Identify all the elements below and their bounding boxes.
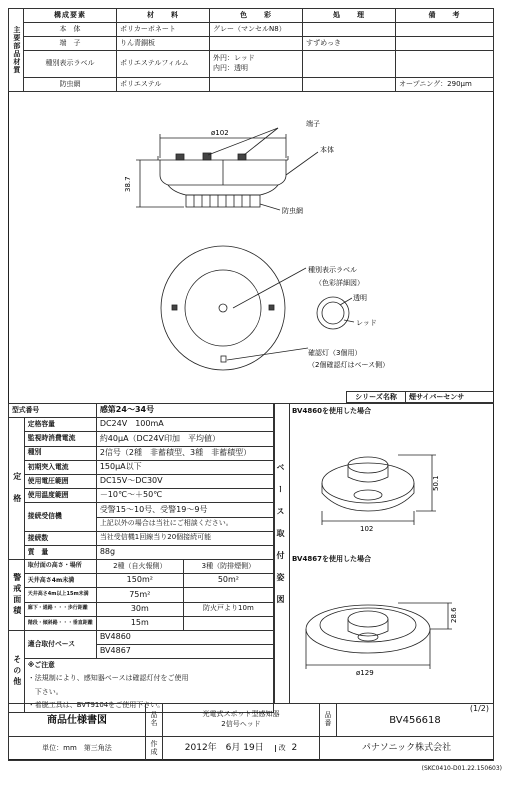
color-inner: 内円：透明 bbox=[213, 64, 248, 72]
material-cell: ポリエステル bbox=[117, 78, 210, 92]
base1-width: 102 bbox=[360, 525, 374, 533]
spec-value: －10℃～＋50℃ bbox=[96, 489, 273, 503]
materials-side-label: 主要部品材質 bbox=[9, 9, 24, 92]
materials-table bbox=[8, 8, 494, 92]
model-value: 感第24～34号 bbox=[96, 404, 273, 418]
note-cell bbox=[396, 23, 494, 37]
spec-value: DC24V 100mA bbox=[96, 418, 273, 432]
rev-value: 2 bbox=[291, 742, 298, 753]
number-label: 品番 bbox=[320, 704, 337, 737]
product-name-cell bbox=[163, 704, 320, 737]
lamp-label-sub: （2個確認灯はベース側） bbox=[308, 361, 390, 369]
product-name-2: 2信号ヘッド bbox=[221, 720, 261, 728]
color-cell bbox=[210, 51, 303, 78]
spec-key: 定格容量 bbox=[24, 418, 96, 432]
product-number-cell bbox=[337, 704, 494, 737]
material-cell: ポリエステルフィルム bbox=[117, 51, 210, 78]
spec-value: 2信号（2種 非蓄積型、3種 非蓄積型） bbox=[96, 446, 273, 460]
date-value: 2012年 6月 19日 bbox=[184, 742, 264, 753]
area-key: 天井高さ4m以上15m未満 bbox=[24, 588, 96, 602]
model-label: 型式番号 bbox=[9, 404, 97, 418]
area-value: 150m² bbox=[96, 574, 183, 588]
body-label: 本体 bbox=[320, 146, 334, 154]
red-label: レッド bbox=[356, 319, 377, 327]
terminal-label: 端子 bbox=[306, 120, 320, 128]
series-label: シリーズ名称 bbox=[347, 392, 406, 402]
base2-width: ø129 bbox=[356, 669, 374, 677]
base-drawings bbox=[288, 403, 494, 703]
notes-title: ※ご注意 bbox=[24, 659, 273, 673]
title-block bbox=[8, 703, 494, 761]
color-cell bbox=[210, 37, 303, 51]
date-rev-cell bbox=[163, 737, 320, 761]
area-value: 75m² bbox=[96, 588, 183, 602]
treatment-cell bbox=[303, 51, 396, 78]
unit-label: 単位：mm 第三角法 bbox=[9, 737, 146, 761]
area-value: 50m² bbox=[183, 574, 273, 588]
area-side-label: 警戒面積 bbox=[9, 560, 25, 631]
area-value: 30m bbox=[96, 602, 183, 616]
spec-value: 当社受信機1回線当り20個接続可能 bbox=[96, 531, 273, 545]
product-drawing bbox=[8, 100, 494, 388]
name-label: 品名 bbox=[146, 704, 163, 737]
spec-key: 使用電圧範囲 bbox=[24, 474, 96, 488]
spec-value: 150μA以下 bbox=[96, 460, 273, 474]
spec-value: 88g bbox=[96, 545, 273, 559]
base-value: BV4860 bbox=[96, 631, 273, 645]
height-label: 38.7 bbox=[124, 176, 132, 192]
rev-label: 改 bbox=[275, 745, 289, 753]
product-number: BV456618 bbox=[389, 714, 441, 726]
area-key: 階段・傾斜路・・・垂直距離 bbox=[24, 616, 96, 630]
treatment-cell bbox=[303, 78, 396, 92]
spec-key: 監視時消費電流 bbox=[24, 432, 96, 446]
base-label: 適合取付ベース bbox=[24, 631, 96, 659]
net-label: 防虫網 bbox=[282, 207, 303, 215]
spec-value: 受警15～10号、受警19～9号 bbox=[96, 503, 273, 517]
note-cell bbox=[396, 51, 494, 78]
part-cell: 種別表示ラベル bbox=[24, 51, 117, 78]
type-label-text: 種別表示ラベル bbox=[308, 266, 357, 274]
spec-key: 初期突入電流 bbox=[24, 460, 96, 474]
transparent-label: 透明 bbox=[353, 294, 367, 302]
doc-title: 商品仕様書図 bbox=[9, 704, 146, 737]
spec-value: 約40μA（DC24V印加 平均値） bbox=[96, 432, 273, 446]
header-material: 材 料 bbox=[117, 9, 210, 23]
spec-key: 使用温度範囲 bbox=[24, 489, 96, 503]
area-value: 15m bbox=[96, 616, 183, 630]
area-value bbox=[183, 588, 273, 602]
note-cell: オープニング：290μm bbox=[396, 78, 494, 92]
note-line: ・着脱工具は、BVT9104をご使用下さい。 bbox=[24, 699, 273, 713]
spec-value: DC15V～DC30V bbox=[96, 474, 273, 488]
spec-side-label: 定 格 bbox=[9, 418, 25, 560]
part-cell: 本 体 bbox=[24, 23, 117, 37]
base1-title: BV4860を使用した場合 bbox=[292, 407, 371, 415]
color-outer: 外円：レッド bbox=[213, 54, 255, 63]
base2-title: BV4867を使用した場合 bbox=[292, 555, 371, 563]
base-value: BV4867 bbox=[96, 645, 273, 659]
area-header: 取付面の高さ・場所 bbox=[24, 560, 96, 574]
area-key: 天井高さ4m未満 bbox=[24, 574, 96, 588]
date-label: 作成 bbox=[146, 737, 163, 761]
area-header: 3種（防排煙側） bbox=[183, 560, 273, 574]
spec-table bbox=[8, 403, 274, 713]
spec-value: 上記以外の場合は当社にご相談ください。 bbox=[96, 517, 273, 531]
part-cell: 端 子 bbox=[24, 37, 117, 51]
page-number: (1/2) bbox=[469, 704, 489, 713]
area-header: 2種（自火報側） bbox=[96, 560, 183, 574]
header-part: 構成要素 bbox=[24, 9, 117, 23]
treatment-cell: すずめっき bbox=[303, 37, 396, 51]
note-line: ・法規制により、感知器ベースは確認灯付をご使用 bbox=[24, 673, 273, 686]
series-box bbox=[346, 391, 494, 403]
company-name: パナソニック株式会社 bbox=[320, 737, 494, 761]
base2-height: 28.6 bbox=[450, 607, 458, 623]
series-value: 煙サイバーセンサ bbox=[409, 393, 465, 401]
lamp-label: 確認灯（3個用） bbox=[308, 349, 362, 357]
note-line: 下さい。 bbox=[24, 686, 273, 699]
spec-key: 質 量 bbox=[24, 545, 96, 559]
material-cell: りん青銅板 bbox=[117, 37, 210, 51]
doc-code: (SKC0410-D01.22.150603) bbox=[421, 765, 502, 772]
area-value bbox=[183, 616, 273, 630]
color-cell bbox=[210, 78, 303, 92]
header-color: 色 彩 bbox=[210, 9, 303, 23]
product-name: 光電式スポット型感知器 bbox=[202, 710, 280, 719]
base-side-label: ベース取付姿図 bbox=[276, 463, 285, 617]
type-label-sub: （色彩詳細図） bbox=[315, 279, 364, 287]
part-cell: 防虫網 bbox=[24, 78, 117, 92]
spec-key: 種別 bbox=[24, 446, 96, 460]
spec-key: 接続受信機 bbox=[24, 503, 96, 531]
material-cell: ポリカーボネート bbox=[117, 23, 210, 37]
diameter-label: ø102 bbox=[211, 129, 229, 137]
other-side-label: その他 bbox=[9, 631, 25, 713]
note-cell bbox=[396, 37, 494, 51]
spec-key: 接続数 bbox=[24, 531, 96, 545]
area-key: 廊下・通路・・・歩行距離 bbox=[24, 602, 96, 616]
base1-height: 50.1 bbox=[432, 475, 440, 491]
header-note: 備 考 bbox=[396, 9, 494, 23]
header-treatment: 処 理 bbox=[303, 9, 396, 23]
treatment-cell bbox=[303, 23, 396, 37]
color-cell: グレー（マンセルN8） bbox=[210, 23, 303, 37]
area-value: 防火戸より10m bbox=[183, 602, 273, 616]
